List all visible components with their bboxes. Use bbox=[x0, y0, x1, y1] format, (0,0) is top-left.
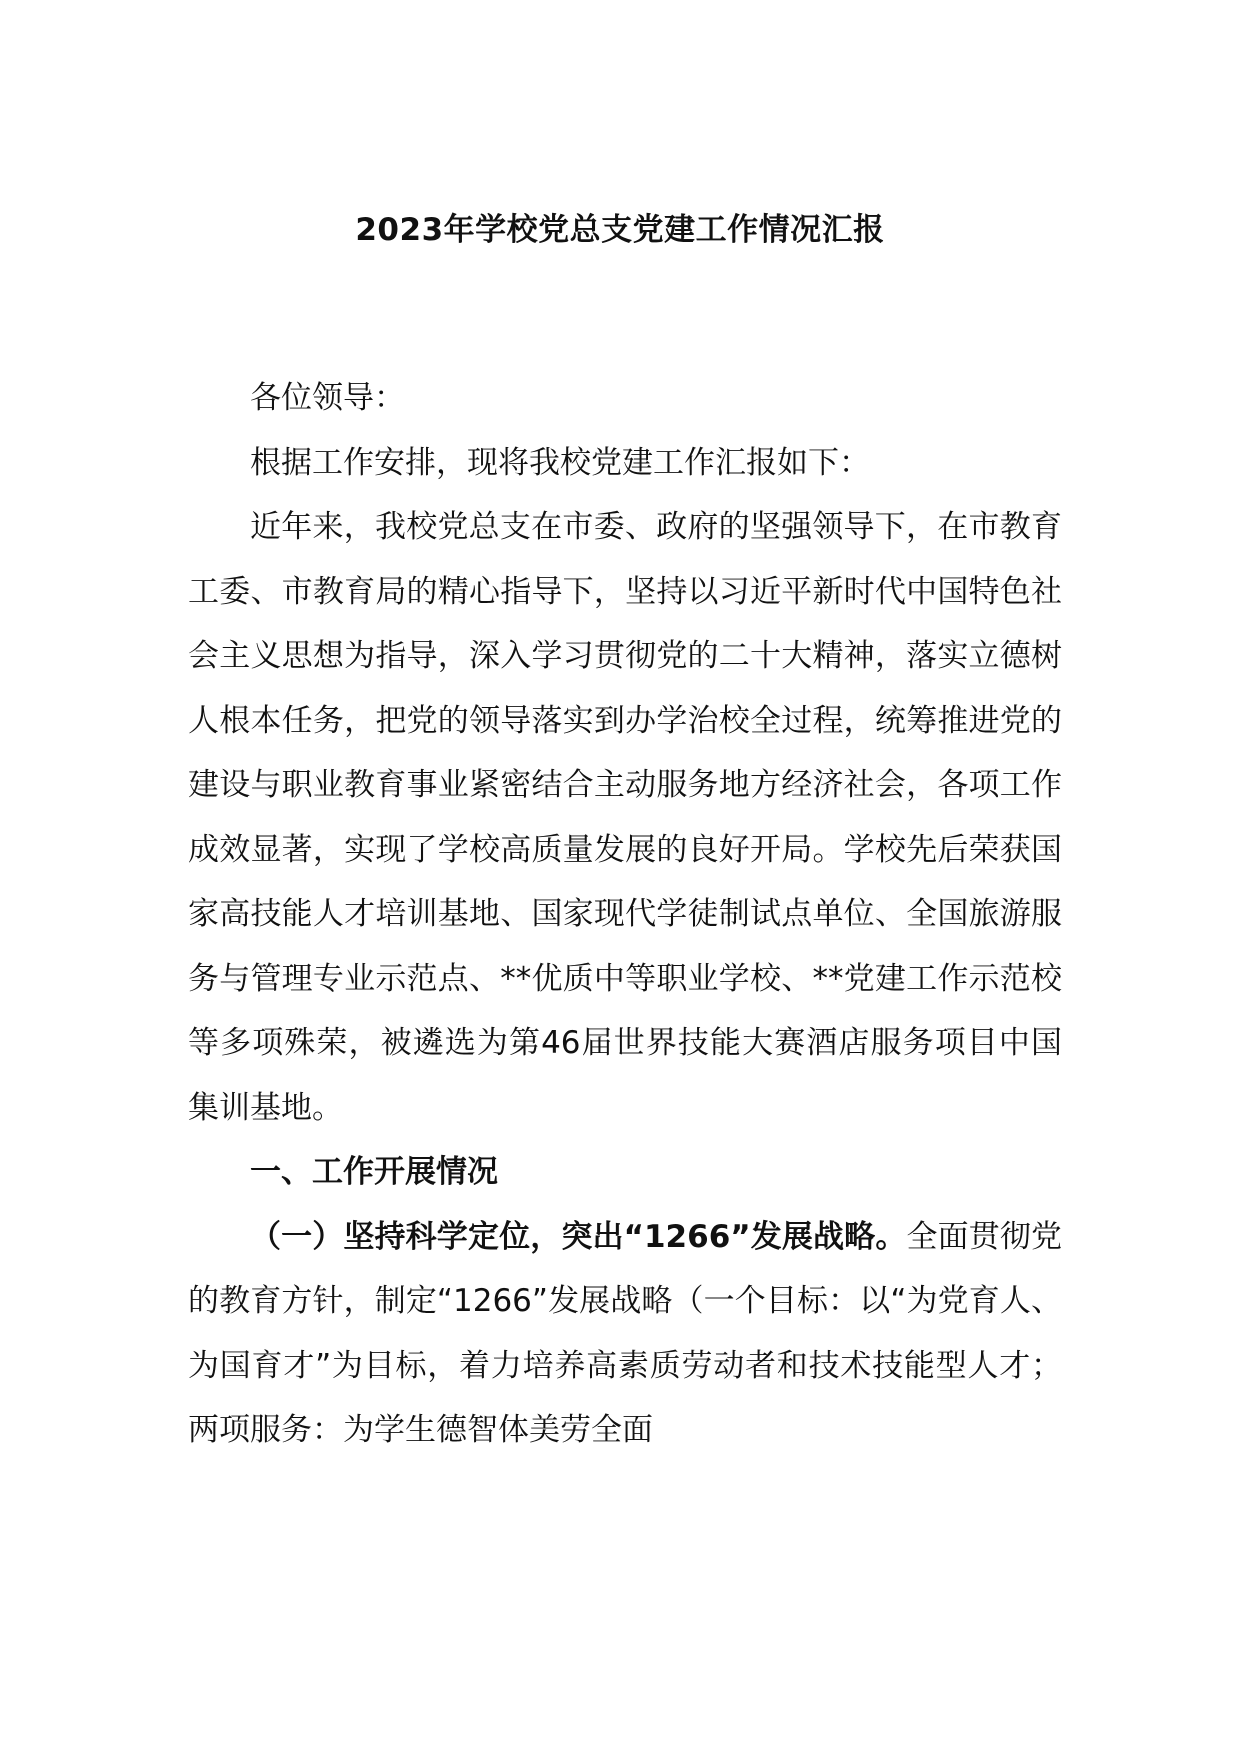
document-body bbox=[188, 366, 1062, 1463]
document-title: 2023年学校党总支党建工作情况汇报 bbox=[355, 212, 885, 248]
subsection-paragraph bbox=[188, 1205, 1062, 1463]
subsection-text: 全面贯彻党的教育方针，制定“1266”发展战略（一个目标：以“为党育人、为国育才”为目标，着力培养高素质劳动者和技术技能型人才；两项服务：为学生德智体美劳全面 bbox=[188, 1218, 1063, 1448]
section-heading: 一、工作开展情况 bbox=[250, 1154, 498, 1190]
intro-paragraph: 根据工作安排，现将我校党建工作汇报如下： bbox=[250, 444, 870, 481]
body-paragraph: 近年来，我校党总支在市委、政府的坚强领导下，在市教育工委、市教育局的精心指导下，坚持以习近平新时代中国特色社会主义思想为指导，深入学习贯彻党的二十大精神，落实立德树人根本任务，把党的领导落实到办学治校全过程，统筹推进党的建设与职业教育事业紧密结合主动服务地方经济社会，各项工作成效显著，实现了学校高质量发展的良好开局。学校先后荣获国家高技能人才培训基地、国家现代学徒制试点单位、全国旅游服务与管理专业示范点、**优质中等职业学校、**党建工作示范校等多项殊荣，被遴选为第46届世界技能大赛酒店服务项目中国集训基地。 bbox=[188, 509, 1062, 1126]
subsection-heading: （一）坚持科学定位，突出“1266”发展战略。 bbox=[250, 1218, 907, 1255]
salutation: 各位领导： bbox=[250, 380, 405, 416]
